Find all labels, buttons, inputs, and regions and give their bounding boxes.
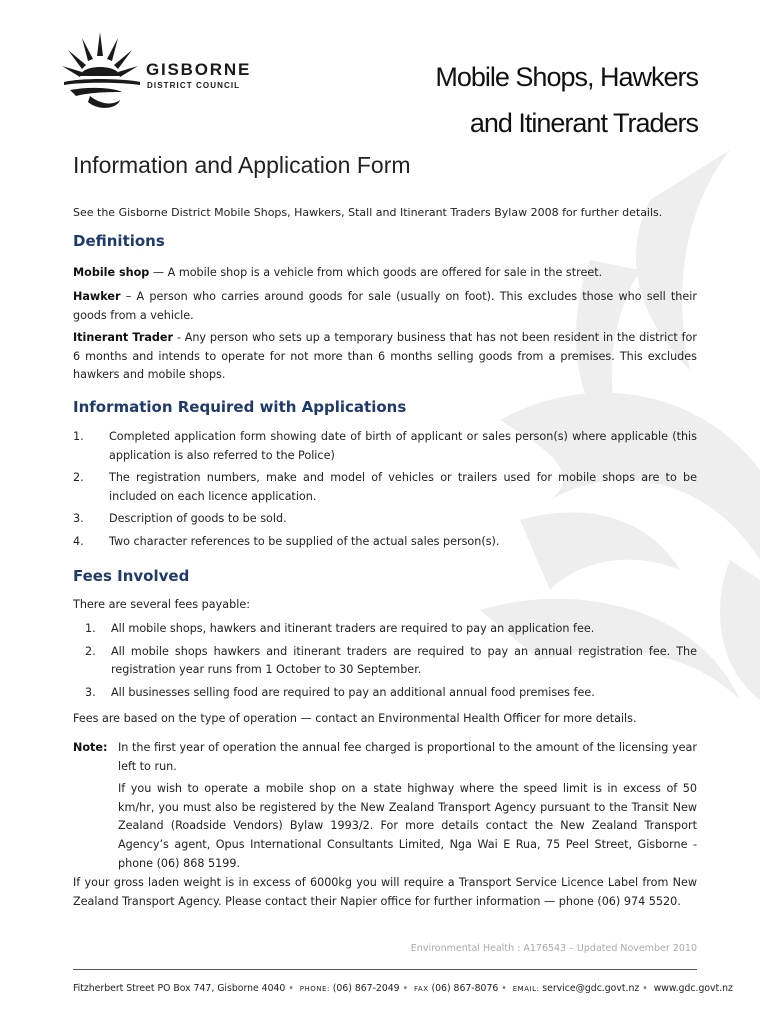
- definition-term: Mobile shop: [73, 266, 150, 279]
- list-item: 3. All businesses selling food are required to pay an additional annual food premises fee.: [85, 685, 595, 699]
- title-line-2: and Itinerant Traders: [469, 108, 698, 138]
- fees-basis: Fees are based on the type of operation — contact an Environmental Health Officer for more details.: [73, 712, 637, 725]
- definition-itinerant-trader: Itinerant Trader - Any person who sets up a temporary business that has not been resident in the district for 6 months and intends to operate for not more than 6 months selling goods from a premises. This excludes hawkers and mobile shops.: [73, 331, 697, 382]
- weight-paragraph: If your gross laden weight is in excess of 6000kg you will require a Transport Service Licence Label from New Zealand Transport Agency. Please contact their Napier office for further information — phone (06) 974 5520.: [73, 876, 697, 908]
- footer-divider: [73, 969, 697, 970]
- list-item: 4. Two character references to be supplied of the actual sales person(s).: [73, 534, 500, 548]
- intro-text: See the Gisborne District Mobile Shops, Hawkers, Stall and Itinerant Traders Bylaw 2008 for further details.: [73, 206, 663, 219]
- definition-mobile-shop: Mobile shop — A mobile shop is a vehicle from which goods are offered for sale in the street.: [73, 266, 603, 279]
- council-subname: DISTRICT COUNCIL: [147, 81, 241, 90]
- definitions-heading: Definitions: [73, 232, 165, 250]
- definition-term: Itinerant Trader: [73, 331, 174, 344]
- footer-fax: (06) 867-8076: [431, 983, 499, 994]
- info-required-list: [73, 428, 697, 556]
- note-label: Note:: [73, 741, 108, 754]
- note-paragraph-2: If you wish to operate a mobile shop on a state highway where the speed limit is in excess of 50 km/hr, you must also be registered by the New Zealand Transport Agency pursuant to the Transit New Zealand (Roadside Vendors) Bylaw 1993/2. For more details contact the New Zealand Transport Agency’s agent, Opus International Consultants Limited, Nga Wai E Rua, 75 Peel Street, Gisborne - phone (06) 868 5199.: [118, 782, 697, 870]
- fees-lead: There are several fees payable:: [73, 598, 250, 611]
- note-paragraph-1: In the first year of operation the annual fee charged is proportional to the amount of the licensing year left to run.: [118, 741, 697, 773]
- definition-text: A mobile shop is a vehicle from which goods are offered for sale in the street.: [167, 266, 603, 279]
- footer-contact: Fitzherbert Street PO Box 747, Gisborne 4040 • PHONE: (06) 867-2049 • FAX (06) 867-8076 • EMAIL: service@gdc.govt.nz • www.gdc.govt.nz: [73, 983, 733, 994]
- fees-heading: Fees Involved: [73, 567, 190, 585]
- document-reference: Environmental Health : A176543 – Updated November 2010: [410, 943, 697, 954]
- list-item: 2. The registration numbers, make and model of vehicles or trailers used for mobile shops are to be included on each licence application.: [73, 471, 697, 503]
- list-item: 3. Description of goods to be sold.: [73, 512, 287, 526]
- form-subtitle: Information and Application Form: [73, 152, 411, 178]
- footer-website-link[interactable]: www.gdc.govt.nz: [653, 983, 733, 994]
- list-item: 2. All mobile shops hawkers and itinerant traders are required to pay an annual registration fee. The registration year runs from 1 October to 30 September.: [85, 644, 697, 677]
- council-name: GISBORNE: [146, 60, 252, 79]
- definition-text: Any person who sets up a temporary business that has not been resident in the district for 6 months and intends to operate for not more than 6 months selling goods from a premises. This excludes hawkers and mobile shops.: [73, 331, 697, 382]
- fees-list: [73, 620, 697, 706]
- definition-term: Hawker: [73, 290, 121, 303]
- definition-text: A person who carries around goods for sale (usually on foot). This excludes those who sell their goods from a vehicle.: [73, 290, 697, 322]
- list-item: 1. All mobile shops, hawkers and itinerant traders are required to pay an application fee.: [85, 622, 595, 635]
- footer-phone: (06) 867-2049: [332, 983, 400, 994]
- title-line-1: Mobile Shops, Hawkers: [435, 62, 698, 92]
- info-required-heading: Information Required with Applications: [73, 398, 407, 416]
- page-title: [435, 54, 698, 146]
- definition-hawker: Hawker – A person who carries around goods for sale (usually on foot). This excludes those who sell their goods from a vehicle.: [73, 290, 697, 322]
- council-logo: [60, 30, 142, 112]
- list-item: 1. Completed application form showing date of birth of applicant or sales person(s) where applicable (this application is also referred to the Police): [73, 430, 697, 462]
- footer-address: Fitzherbert Street PO Box 747, Gisborne 4040: [73, 983, 286, 994]
- footer-email-link[interactable]: service@gdc.govt.nz: [542, 983, 640, 994]
- note-block: [73, 739, 697, 877]
